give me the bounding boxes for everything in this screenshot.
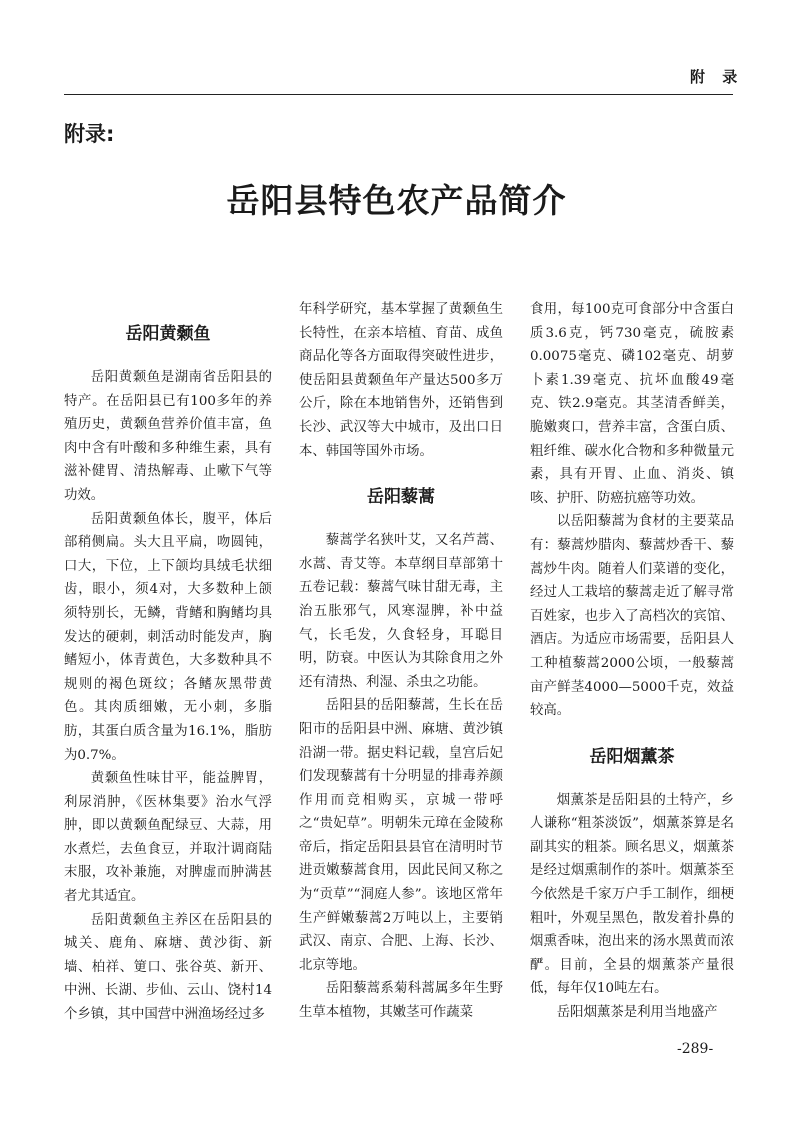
artemisia-paragraph-2: 岳阳县的岳阳藜蒿，生长在岳阳市的岳阳县中洲、麻塘、黄沙镇沿湖一带。据史料记载，皇宫后妃们发现藜蒿有十分明显的排毒养颜作用而竞相购买，京城一带呼之“贵妃草”。明朝朱元璋在金陵称帝后，指定岳阳县县官在清明时节进贡嫩藜蒿食用，因此民间又称之为“贡草”“洞庭人参”。该地区常年生产鲜嫩藜蒿2万吨以上，主要销武汉、南京、合肥、上海、长沙、北京等地。: [299, 698, 503, 973]
running-head: 附 录: [690, 68, 744, 86]
artemisia-paragraph-3: 岳阳藜蒿系菊科蒿属多年生野生草本植物，其嫩茎可作蔬菜: [299, 981, 503, 1021]
artemisia-paragraph-1: 藜蒿学名狭叶艾，又名芦蒿、水蒿、青艾等。本草纲目草部第十五卷记载：藜蒿气味甘甜无毒，主治五胀邪气，风寒湿脾，补中益气，长毛发，久食轻身，耳聪目明，防衰。中医认为其除食用之外还有清热、利湿、杀虫之功能。: [299, 533, 503, 690]
fish-paragraph-4: 岳阳黄颡鱼主养区在岳阳县的城关、鹿角、麻塘、黄沙街、新墙、柏祥、筻口、张谷英、新开、中洲、长湖、步仙、云山、饶村14个乡镇，其中国营中洲渔场经过多: [64, 912, 272, 1023]
header-rule: [64, 94, 733, 95]
fish-paragraph-1: 岳阳黄颡鱼是湖南省岳阳县的特产。在岳阳县已有100多年的养殖历史，黄颡鱼营养价值丰富，鱼肉中含有叶酸和多种维生素，具有滋补健胃、清热解毒、止嗽下气等功效。: [64, 370, 272, 503]
fish-paragraph-2: 岳阳黄颡鱼体长，腹平，体后部稍侧扁。头大且平扁，吻圆钝，口大，下位，上下颌均具绒毛状细齿，眼小，须4对，大多数种上颌须特别长，无鳞，背鳍和胸鳍均具发达的硬刺，刺活动时能发声，胸鳍短小，体青黄色，大多数种具不规则的褐色斑纹；各鳍灰黑带黄色。其肉质细嫩，无小刺，多脂肪，其蛋白质含量为16.1%，脂肪为0.7%。: [64, 511, 272, 763]
page-title: 岳阳县特色农产品简介: [226, 181, 567, 220]
fish-paragraph-4-continued: 年科学研究，基本掌握了黄颡鱼生长特性，在亲本培植、育苗、成鱼商品化等各方面取得突破性进步，使岳阳县黄颡鱼年产量达500多万公斤，除在本地销售外，还销售到长沙、武汉等大中城市，及出口日本、韩国等国外市场。: [299, 302, 503, 459]
artemisia-paragraph-4: 以岳阳藜蒿为食材的主要菜品有：藜蒿炒腊肉、藜蒿炒香干、藜蒿炒牛肉。随着人们菜谱的变化，经过人工栽培的藜蒿走近了解寻常百姓家，也步入了高档次的宾馆、酒店。为适应市场需要，岳阳县人工种植藜蒿2000公顷，一般藜蒿亩产鲜茎4000—5000千克，效益较高。: [530, 514, 734, 719]
fish-paragraph-3: 黄颡鱼性味甘平，能益脾胃，利尿消肿，《医林集要》治水气浮肿，即以黄颡鱼配绿豆、大蒜，用水煮烂，去鱼食豆，并取汁调商陆末服，攻补兼施，对脾虚而肿满甚者尤其适宜。: [64, 771, 272, 905]
page-number: -289-: [677, 1041, 714, 1057]
tea-paragraph-2: 岳阳烟薰茶是利用当地盛产: [556, 1005, 718, 1021]
appendix-label: 附录:: [64, 122, 115, 146]
section-heading-artemisia: 岳阳藜蒿: [367, 487, 435, 508]
column-3: [530, 298, 734, 1025]
section-heading-tea: 岳阳烟薰茶: [589, 746, 675, 767]
column-1: [64, 298, 272, 1027]
artemisia-paragraph-3-continued: 食用，每100克可食部分中含蛋白质3.6克，钙730毫克，硫胺素0.0075毫克、磷102毫克、胡萝卜素1.39毫克、抗坏血酸49毫克、铁2.9毫克。其茎清香鲜美，脆嫩爽口，营养丰富，含蛋白质、粗纤维、碳水化合物和多种微量元素，具有开胃、止血、消炎、镇咳、护肝、防癌抗癌等功效。: [530, 302, 734, 506]
tea-paragraph-1: 烟薰茶是岳阳县的土特产，乡人谦称“粗茶淡饭”，烟薰茶算是名副其实的粗茶。顾名思义，烟薰茶是经过烟熏制作的茶叶。烟薰茶至今依然是千家万户手工制作，细梗粗叶，外观呈黑色，散发着扑鼻的烟熏香味，泡出来的汤水黑黄而浓酽。目前，全县的烟薰茶产量很低，每年仅10吨左右。: [530, 792, 734, 997]
column-2: [299, 298, 503, 1025]
section-heading-fish: 岳阳黄颡鱼: [125, 324, 211, 344]
